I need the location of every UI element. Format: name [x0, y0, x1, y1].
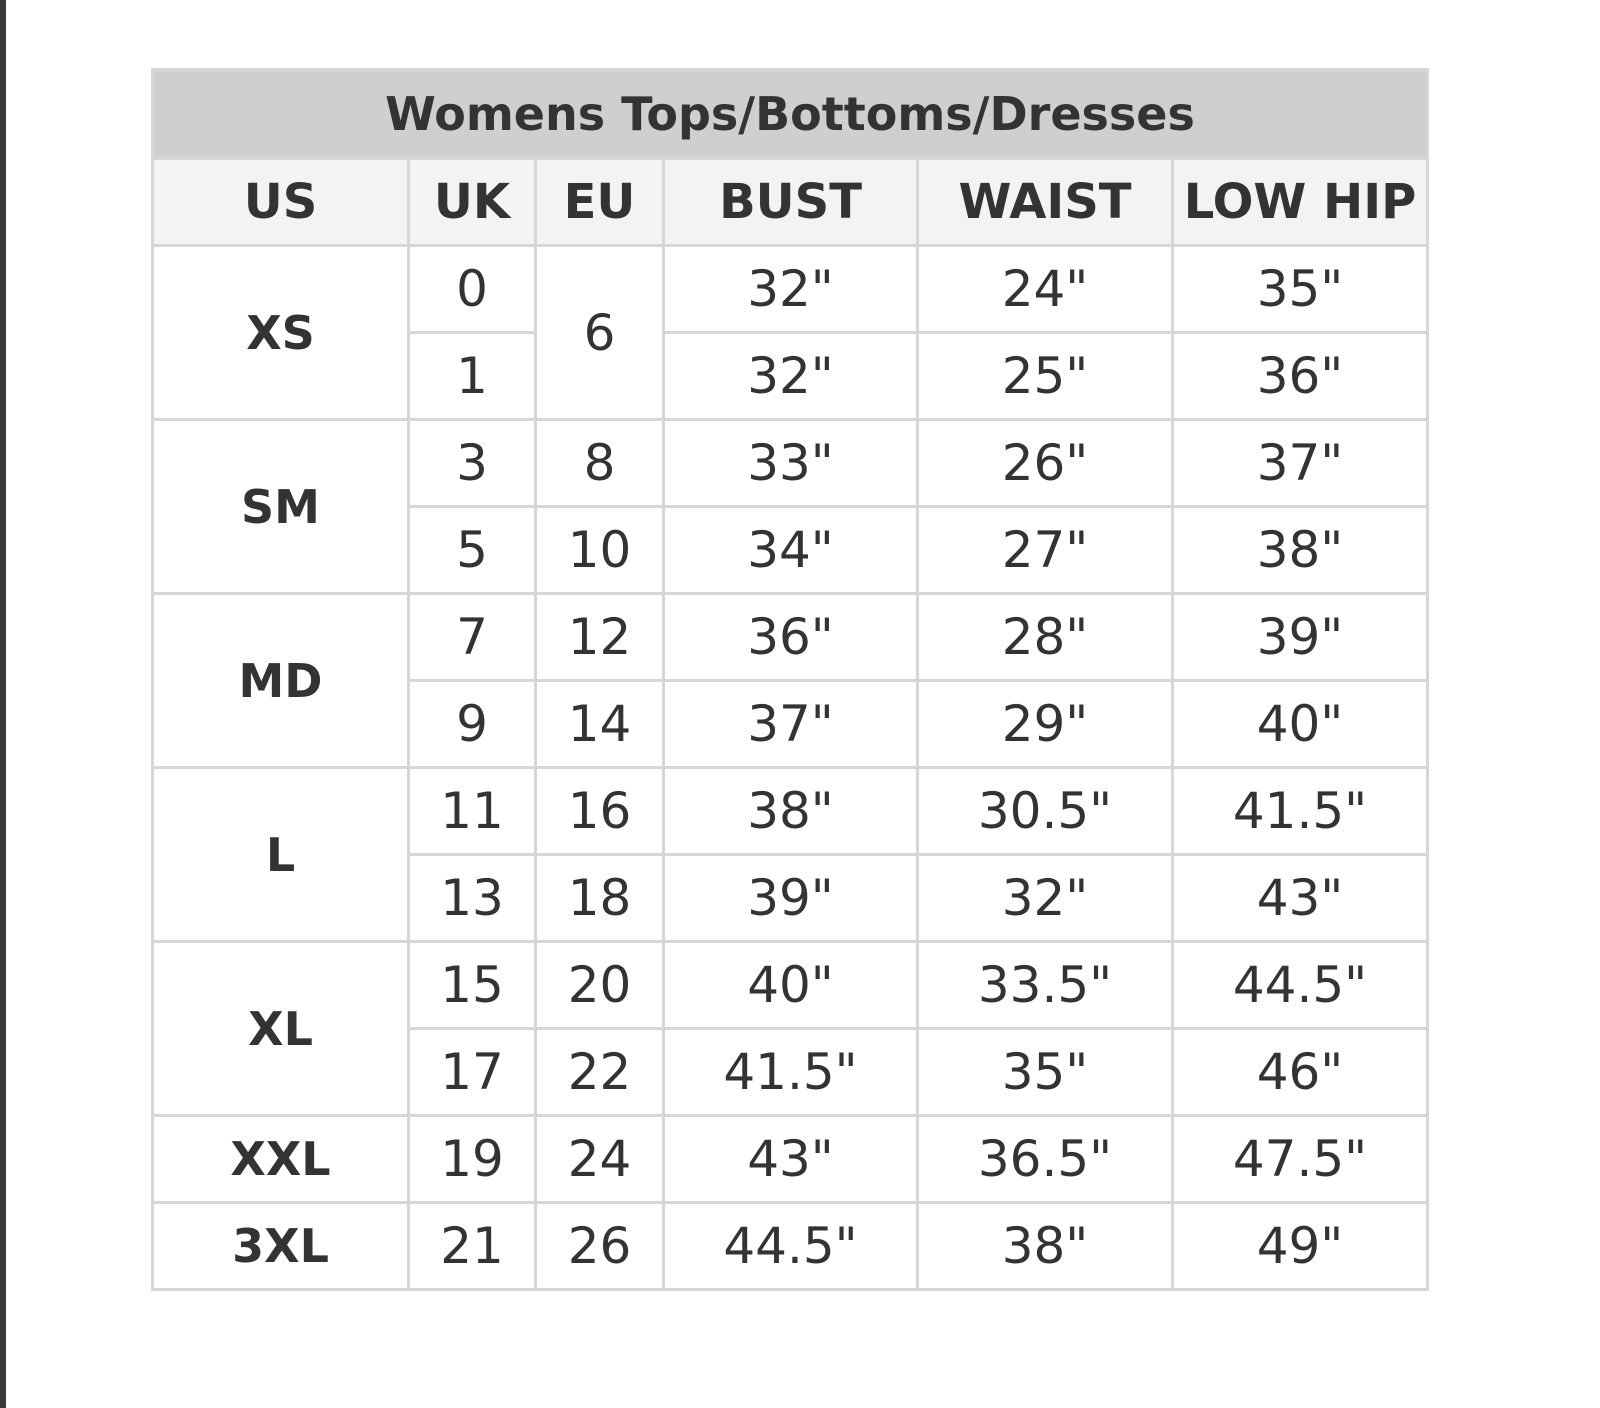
bust-cell: 34" — [664, 507, 918, 594]
waist-cell: 29" — [918, 681, 1173, 768]
size-chart — [151, 68, 1429, 1291]
uk-size-cell: 13 — [409, 855, 536, 942]
eu-size-cell: 8 — [536, 420, 664, 507]
eu-size-cell: 22 — [536, 1029, 664, 1116]
waist-cell: 30.5" — [918, 768, 1173, 855]
low-hip-cell: 46" — [1173, 1029, 1428, 1116]
bust-cell: 41.5" — [664, 1029, 918, 1116]
header-low-hip: LOW HIP — [1173, 159, 1428, 246]
uk-size-cell: 0 — [409, 246, 536, 333]
bust-cell: 39" — [664, 855, 918, 942]
header-uk: UK — [409, 159, 536, 246]
header-row — [153, 159, 1428, 246]
us-size-cell: SM — [153, 420, 409, 594]
low-hip-cell: 40" — [1173, 681, 1428, 768]
bust-cell: 40" — [664, 942, 918, 1029]
uk-size-cell: 9 — [409, 681, 536, 768]
header-waist: WAIST — [918, 159, 1173, 246]
eu-size-cell: 24 — [536, 1116, 664, 1203]
low-hip-cell: 47.5" — [1173, 1116, 1428, 1203]
size-table — [151, 68, 1429, 1291]
low-hip-cell: 37" — [1173, 420, 1428, 507]
uk-size-cell: 3 — [409, 420, 536, 507]
bust-cell: 32" — [664, 333, 918, 420]
bust-cell: 37" — [664, 681, 918, 768]
table-row — [153, 1203, 1428, 1290]
waist-cell: 28" — [918, 594, 1173, 681]
low-hip-cell: 49" — [1173, 1203, 1428, 1290]
us-size-cell: XS — [153, 246, 409, 420]
bust-cell: 32" — [664, 246, 918, 333]
bust-cell: 36" — [664, 594, 918, 681]
eu-size-cell: 20 — [536, 942, 664, 1029]
eu-size-cell: 14 — [536, 681, 664, 768]
waist-cell: 33.5" — [918, 942, 1173, 1029]
table-row — [153, 246, 1428, 333]
waist-cell: 27" — [918, 507, 1173, 594]
header-eu: EU — [536, 159, 664, 246]
us-size-cell: L — [153, 768, 409, 942]
eu-size-cell: 10 — [536, 507, 664, 594]
low-hip-cell: 36" — [1173, 333, 1428, 420]
uk-size-cell: 1 — [409, 333, 536, 420]
bust-cell: 38" — [664, 768, 918, 855]
table-row — [153, 594, 1428, 681]
waist-cell: 35" — [918, 1029, 1173, 1116]
waist-cell: 38" — [918, 1203, 1173, 1290]
us-size-cell: XL — [153, 942, 409, 1116]
uk-size-cell: 17 — [409, 1029, 536, 1116]
eu-size-cell: 6 — [536, 246, 664, 420]
table-title: Womens Tops/Bottoms/Dresses — [153, 70, 1428, 159]
bust-cell: 43" — [664, 1116, 918, 1203]
table-row — [153, 942, 1428, 1029]
eu-size-cell: 16 — [536, 768, 664, 855]
waist-cell: 24" — [918, 246, 1173, 333]
uk-size-cell: 7 — [409, 594, 536, 681]
waist-cell: 26" — [918, 420, 1173, 507]
header-us: US — [153, 159, 409, 246]
low-hip-cell: 44.5" — [1173, 942, 1428, 1029]
eu-size-cell: 26 — [536, 1203, 664, 1290]
left-edge-bar — [0, 0, 6, 1408]
us-size-cell: MD — [153, 594, 409, 768]
header-bust: BUST — [664, 159, 918, 246]
us-size-cell: 3XL — [153, 1203, 409, 1290]
waist-cell: 36.5" — [918, 1116, 1173, 1203]
us-size-cell: XXL — [153, 1116, 409, 1203]
low-hip-cell: 39" — [1173, 594, 1428, 681]
uk-size-cell: 11 — [409, 768, 536, 855]
low-hip-cell: 43" — [1173, 855, 1428, 942]
uk-size-cell: 5 — [409, 507, 536, 594]
uk-size-cell: 15 — [409, 942, 536, 1029]
bust-cell: 44.5" — [664, 1203, 918, 1290]
low-hip-cell: 41.5" — [1173, 768, 1428, 855]
waist-cell: 32" — [918, 855, 1173, 942]
low-hip-cell: 35" — [1173, 246, 1428, 333]
waist-cell: 25" — [918, 333, 1173, 420]
eu-size-cell: 12 — [536, 594, 664, 681]
uk-size-cell: 21 — [409, 1203, 536, 1290]
low-hip-cell: 38" — [1173, 507, 1428, 594]
table-row — [153, 768, 1428, 855]
title-row — [153, 70, 1428, 159]
table-row — [153, 1116, 1428, 1203]
table-row — [153, 420, 1428, 507]
eu-size-cell: 18 — [536, 855, 664, 942]
bust-cell: 33" — [664, 420, 918, 507]
uk-size-cell: 19 — [409, 1116, 536, 1203]
